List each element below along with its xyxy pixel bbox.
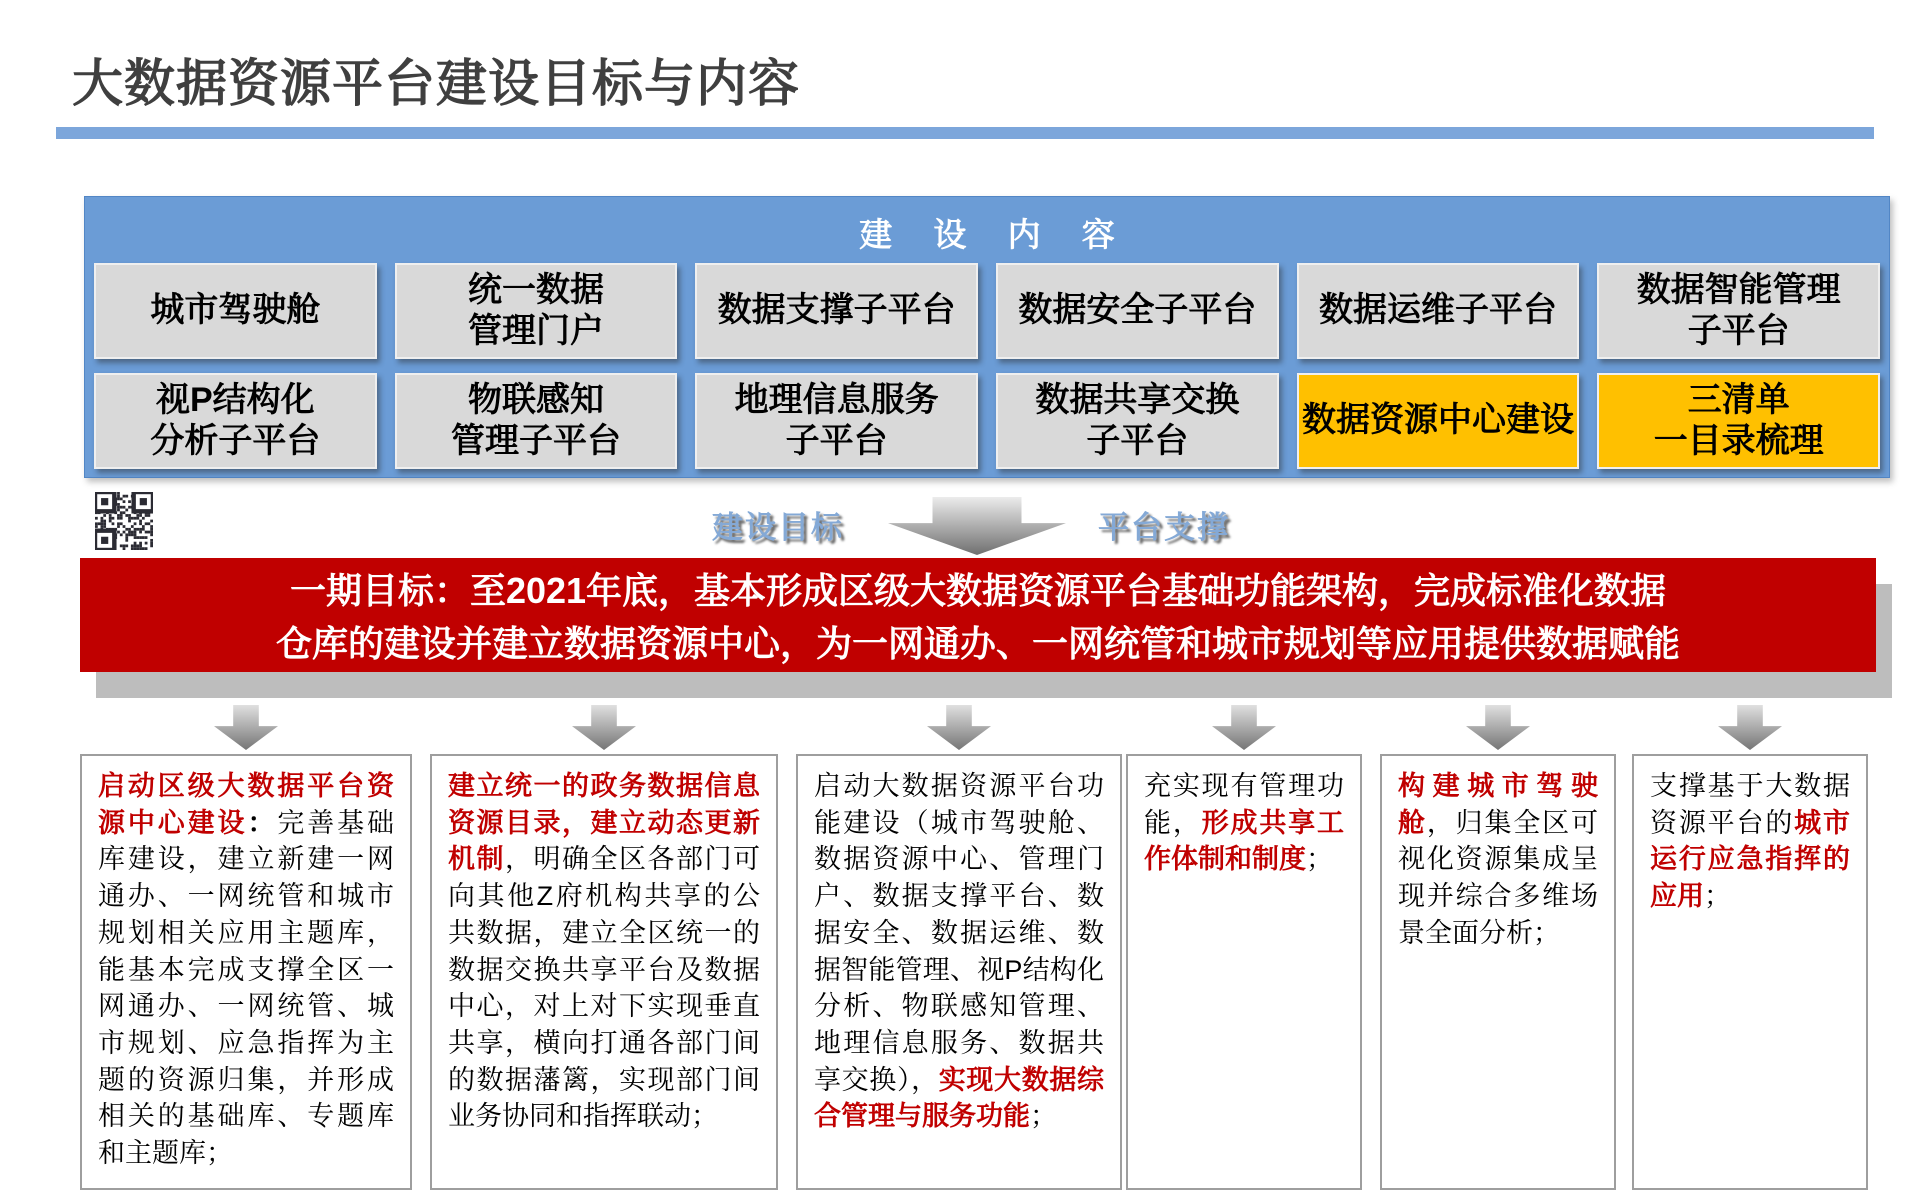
- platform-box: [1597, 263, 1880, 359]
- goal-column: [796, 754, 1122, 1190]
- platform-box-label: 数据资源中心建设: [1302, 401, 1575, 440]
- construction-content-header: 建 设 内 容: [859, 216, 1131, 253]
- construction-content-panel: [84, 196, 1890, 478]
- platform-box-label: 视P结构化: [155, 380, 315, 419]
- goal-text-segment: ，归集全区可视化资源集成呈现并综合多维场景全面分析；: [1398, 807, 1599, 948]
- goal-text-segment: 启动大数据资源平台功能建设（城市驾驶舱、数据资源中心、管理门户、数据支撑平台、数据安全、数据运维、数据智能管理、视P结构化分析、物联感知管理、地理信息服务、数据共享交换），: [814, 771, 1104, 1095]
- platform-box-label: 子平台: [1687, 312, 1790, 350]
- platform-box-label: 数据运维子平台: [1319, 291, 1558, 330]
- goal-column: [80, 754, 412, 1190]
- platform-box-label: 统一数据: [468, 270, 604, 309]
- goal-text-segment: ；: [1306, 844, 1333, 875]
- platform-box-label: 管理门户: [468, 312, 604, 350]
- platform-box-label: 地理信息服务: [734, 380, 939, 419]
- platform-box-label: 数据安全子平台: [1018, 291, 1257, 330]
- goal-text-segment: ；: [1704, 881, 1731, 912]
- page-title: 大数据资源平台建设目标与内容: [72, 55, 801, 112]
- flow-label-support: 平台支撑: [1098, 510, 1230, 545]
- goal-banner-line-2: 仓库的建设并建立数据资源中心，为一网通办、一网统管和城市规划等应用提供数据赋能: [275, 622, 1680, 664]
- platform-box: [395, 373, 678, 469]
- platform-box: [996, 373, 1279, 469]
- goal-text-segment: 形成共享工作体制和制度: [1144, 807, 1345, 875]
- big-down-arrow-icon: [888, 497, 1066, 555]
- platform-box-row-2: [94, 373, 1880, 469]
- down-arrow-icon: [572, 705, 636, 750]
- phase-one-goal-banner: [80, 558, 1876, 672]
- platform-box: [1297, 263, 1580, 359]
- platform-box: [695, 263, 978, 359]
- down-arrow-icon: [214, 705, 278, 750]
- goal-text-segment: ，明确全区各部门可向其他Z府机构共享的公共数据，建立全区统一的数据交换共享平台及数据中心，对上对下实现垂直共享，横向打通各部门间的数据藩篱，实现部门间业务协同和指挥联动；: [448, 844, 760, 1132]
- platform-box-label: 子平台: [1086, 422, 1189, 460]
- goal-column: [430, 754, 778, 1190]
- goal-banner-line-1: 一期目标：至2021年底，基本形成区级大数据资源平台基础功能架构，完成标准化数据: [289, 570, 1667, 611]
- down-arrow-icon: [1718, 705, 1782, 750]
- platform-box-label: 管理子平台: [451, 422, 621, 460]
- platform-box-label: 物联感知: [468, 380, 604, 419]
- goal-text-segment: 实现大数据综合管理与服务功能: [814, 1064, 1104, 1132]
- platform-box: [94, 373, 377, 469]
- platform-box-row-1: [94, 263, 1880, 359]
- goal-column: [1632, 754, 1868, 1190]
- qr-code: [95, 492, 153, 550]
- goal-text-segment: ；: [1030, 1101, 1057, 1132]
- platform-box-label: 数据共享交换: [1035, 380, 1240, 419]
- platform-box-label: 数据支撑子平台: [717, 291, 956, 330]
- platform-box-label: 分析子平台: [150, 422, 321, 460]
- title-underline: [56, 127, 1874, 139]
- goal-text-segment: 完善基础库建设，建立新建一网通办、一网统管和城市规划相关应用主题库，能基本完成支撑全区一网通办、一网统管、城市规划、应急指挥为主题的资源归集，并形成相关的基础库、专题库和主题库；: [98, 807, 395, 1169]
- platform-box: [395, 263, 678, 359]
- platform-box-label: 三清单: [1687, 380, 1790, 419]
- down-arrow-icon: [1466, 705, 1530, 750]
- goal-text-segment: 城市运行应急指挥的应用: [1650, 807, 1851, 912]
- goal-text-segment: 启动区级大数据平台资源中心建设: [98, 771, 394, 838]
- platform-box: [996, 263, 1279, 359]
- platform-box-label: 一目录梳理: [1653, 422, 1824, 460]
- goal-text-segment: 构建城市驾驶舱: [1398, 771, 1598, 838]
- platform-box: [94, 263, 377, 359]
- down-arrow-icon: [927, 705, 991, 750]
- platform-box: [1597, 373, 1880, 469]
- platform-box-label: 数据智能管理: [1636, 270, 1841, 309]
- goal-text-segment: ：: [247, 807, 278, 838]
- platform-box-label: 子平台: [785, 422, 888, 460]
- down-arrow-icon: [1212, 705, 1276, 750]
- goal-text-segment: 建立统一的政务数据信息资源目录，建立动态更新机制: [448, 771, 760, 875]
- flow-label-goal: 建设目标: [712, 510, 844, 545]
- platform-box: [695, 373, 978, 469]
- goal-column: [1380, 754, 1616, 1190]
- goal-text-segment: 支撑基于大数据资源平台的: [1650, 771, 1850, 838]
- platform-box-label: 城市驾驶舱: [150, 291, 321, 330]
- goal-text-segment: 充实现有管理功能，: [1144, 771, 1344, 838]
- platform-box: [1297, 373, 1580, 469]
- goal-column: [1126, 754, 1362, 1190]
